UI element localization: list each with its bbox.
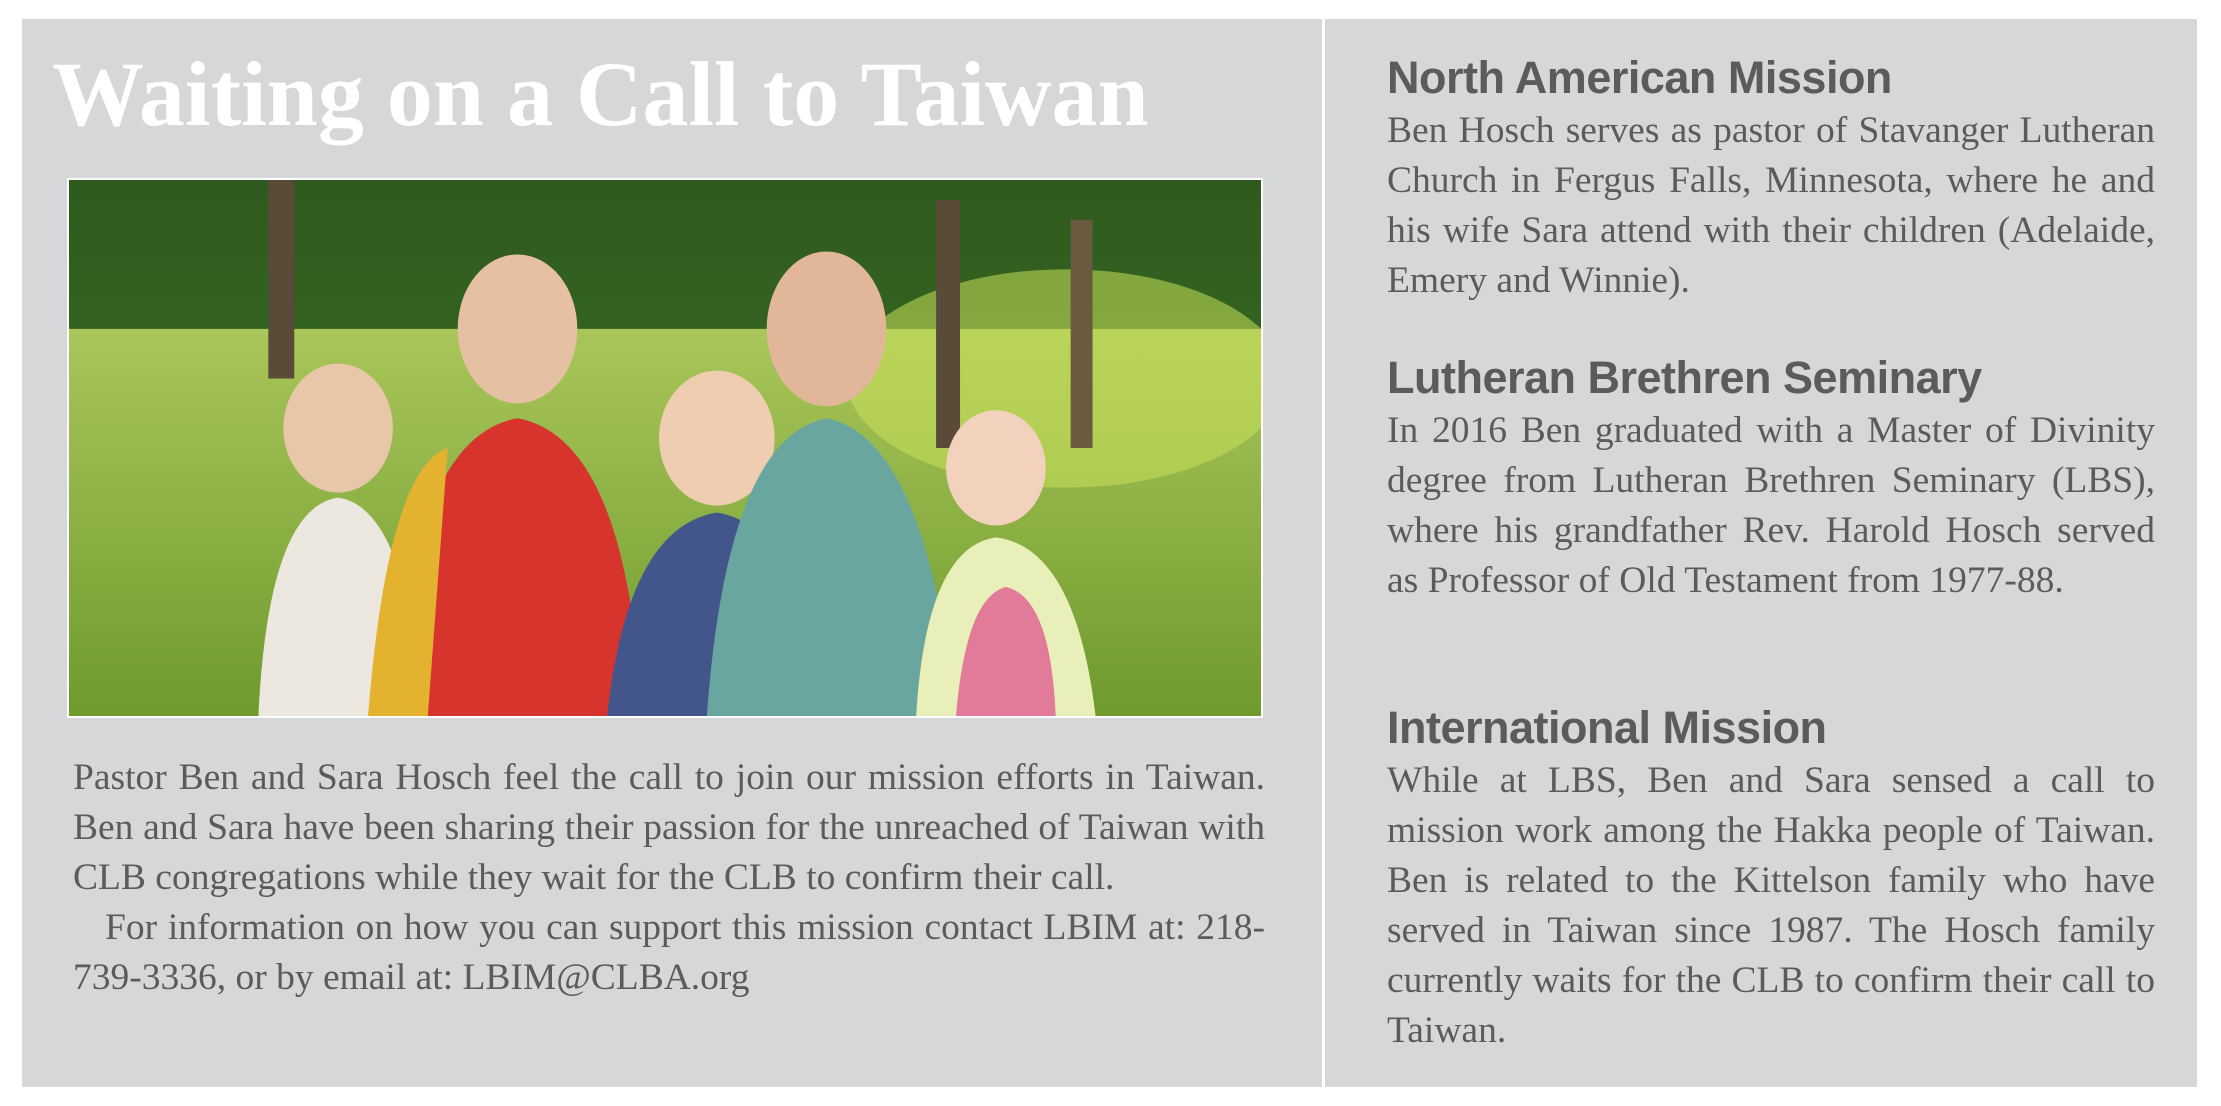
intro-text xyxy=(73,753,1265,1003)
section-international-mission xyxy=(1387,700,2155,1056)
section-body: Ben Hosch serves as pastor of Stavanger Lutheran Church in Fergus Falls, Minnesota, where he and his wife Sara attend with their children (Adelaide, Emery and Winnie). xyxy=(1387,110,2155,301)
page-title: Waiting on a Call to Taiwan xyxy=(52,43,1149,145)
family-photo xyxy=(67,178,1263,718)
section-heading: North American Mission xyxy=(1387,52,1892,103)
section-body: In 2016 Ben graduated with a Master of Divinity degree from Lutheran Brethren Seminary (LBS), where his grandfather Rev. Harold Hosch served as Professor of Old Testament from 1977-88. xyxy=(1387,410,2155,601)
family-photo-image xyxy=(69,180,1261,716)
section-north-american-mission xyxy=(1387,50,2155,306)
section-heading: Lutheran Brethren Seminary xyxy=(1387,352,1982,403)
intro-paragraph: Pastor Ben and Sara Hosch feel the call to join our mission efforts in Taiwan. Ben and Sara have been sharing their passion for the unreached of Taiwan with CLB congregations while they wait for the CLB to confirm their call. xyxy=(73,757,1265,898)
section-lutheran-brethren-seminary xyxy=(1387,350,2155,606)
section-body: While at LBS, Ben and Sara sensed a call to mission work among the Hakka people of Taiwan. Ben is related to the Kittelson family who have served in Taiwan since 1987. The Hosch family currently waits for the CLB to confirm their call to Taiwan. xyxy=(1387,760,2155,1051)
section-heading: International Mission xyxy=(1387,702,1827,753)
contact-paragraph: For information on how you can support this mission contact LBIM at: 218-739-3336, or by email at: LBIM@CLBA.org xyxy=(73,907,1265,998)
